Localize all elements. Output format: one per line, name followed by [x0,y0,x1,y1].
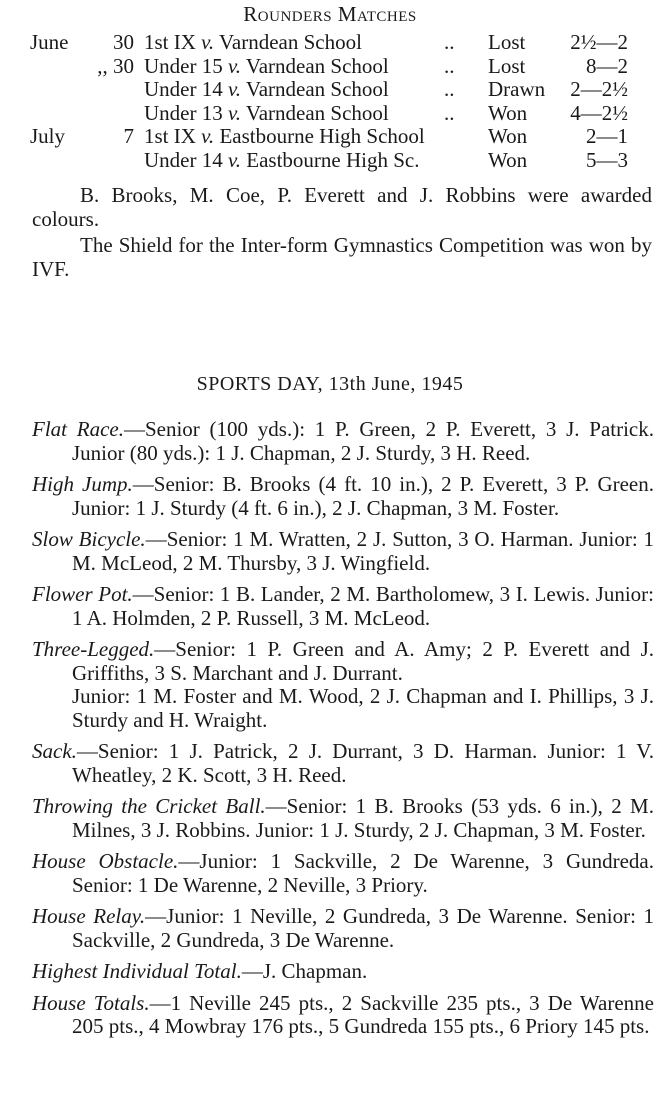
match-fixture: Under 13 v. Varndean School [144,100,389,125]
match-row [30,78,628,102]
match-fixture: 1st IX v. Eastbourne High School [144,124,425,148]
event-name: Throwing the Cricket Ball. [32,794,266,818]
event-name: Slow Bicycle. [32,527,146,551]
event-name: House Totals. [32,990,150,1015]
event-results: —Senior: B. Brooks (4 ft. 10 in.), 2 P. Everett, 3 P. Green. Junior: 1 J. Sturdy (4 ft. 6 in.), 2 J. Chapman, 3 M. Foster. [72,472,654,520]
match-date: June [30,30,69,54]
match-score: 5—3 [586,147,628,172]
match-leader-dots: .. [444,30,455,54]
match-row [30,55,628,79]
match-score: 2—2½ [570,77,628,101]
match-score: 2½—2 [570,30,628,54]
event-entry [32,992,654,1039]
event-results: —Senior: 1 P. Green and A. Amy; 2 P. Everett and J. Griffiths, 3 S. Marchant and J. Durrant. [72,637,654,685]
event-entry [32,740,654,787]
match-date [30,78,82,102]
event-entry [32,583,654,630]
match-result: Lost [488,53,526,78]
event-name: Flat Race. [32,417,124,441]
match-date [30,102,82,126]
match-row [30,149,628,173]
event-name: Highest Individual Total. [32,959,242,983]
event-entry [32,418,654,465]
event-results: —Senior: 1 M. Wratten, 2 J. Sutton, 3 O. Harman. Junior: 1 M. McLeod, 2 M. Thursby, 3 J. Wingfield. [72,527,654,575]
match-date: July [30,124,66,148]
event-results-junior: Junior: 1 M. Foster and M. Wood, 2 J. Chapman and I. Phillips, 3 J. Sturdy and H. Wraight. [72,684,654,732]
event-results: —1 Neville 245 pts., 2 Sackville 235 pts., 3 De Warenne 205 pts., 4 Mowbray 176 pts., 5 Gundreda 155 pts., 6 Priory 145 pts. [72,990,654,1038]
match-fixture: Under 15 v. Varndean School [144,53,389,78]
event-entry [32,528,654,575]
event-entry [32,905,654,952]
event-results: —J. Chapman. [241,959,368,983]
match-day [82,78,144,102]
match-day [82,102,144,126]
match-leader-dots: .. [444,53,455,78]
match-fixture: Under 14 v. Varndean School [144,77,389,101]
match-day: 30 [113,30,134,54]
rounders-heading: Rounders Matches [243,2,417,26]
event-name: Sack. [32,739,77,763]
event-results: —Senior: 1 B. Lander, 2 M. Bartholomew, 3 I. Lewis. Junior: 1 A. Holmden, 2 P. Russell, 3 M. McLeod. [72,582,654,630]
event-entry [32,850,654,897]
match-score: 4—2½ [570,100,628,125]
match-day [82,149,144,173]
sports-day-results [32,418,654,1047]
event-entry [32,960,654,984]
match-leader-dots: .. [444,100,455,125]
event-entry [32,638,654,732]
event-name: House Obstacle. [32,849,179,873]
event-name: Flower Pot. [32,582,133,606]
match-score: 2—1 [586,124,628,148]
match-day: 7 [123,124,134,148]
match-result: Won [488,100,528,125]
shield-note: The Shield for the Inter-form Gymnastics Competition was won by IVF. [32,233,652,281]
event-name: Three-Legged. [32,637,155,661]
event-entry [32,473,654,520]
match-row [30,31,628,55]
event-name: High Jump. [32,472,133,496]
match-score: 8—2 [586,53,628,78]
event-results: —Junior: 1 Sackville, 2 De Warenne, 3 Gundreda. Senior: 1 De Warenne, 2 Neville, 3 Priory. [72,849,655,897]
match-leader-dots [444,125,488,149]
match-result: Lost [488,30,526,54]
event-name: House Relay. [32,904,146,928]
event-entry [32,795,654,842]
rounders-results-table [30,31,628,172]
colours-note: B. Brooks, M. Coe, P. Everett and J. Robbins were awarded colours. [32,183,652,231]
match-result: Won [488,124,528,148]
match-date [30,55,82,79]
match-fixture: Under 14 v. Eastbourne High Sc. [144,147,420,172]
match-day: ,, 30 [97,53,134,78]
match-fixture: 1st IX v. Varndean School [144,30,362,54]
sports-day-heading: SPORTS DAY, 13th June, 1945 [196,373,464,395]
match-leader-dots [444,149,488,173]
match-result: Drawn [488,77,546,101]
event-results: —Senior: 1 J. Patrick, 2 J. Durrant, 3 D. Harman. Junior: 1 V. Wheatley, 2 K. Scott, 3 H. Reed. [72,739,654,787]
match-date [30,149,82,173]
event-results: —Senior: 1 B. Brooks (53 yds. 6 in.), 2 M. Milnes, 3 J. Robbins. Junior: 1 J. Sturdy, 2 J. Chapman, 3 M. Foster. [72,794,654,842]
match-result: Won [488,147,528,172]
match-leader-dots: .. [444,77,455,101]
match-row [30,125,628,149]
event-results: —Senior (100 yds.): 1 P. Green, 2 P. Everett, 3 J. Patrick. Junior (80 yds.): 1 J. Chapman, 2 J. Sturdy, 3 H. Reed. [72,417,654,465]
event-results: —Junior: 1 Neville, 2 Gundreda, 3 De Warenne. Senior: 1 Sackville, 2 Gundreda, 3 De Warenne. [72,904,655,952]
match-row [30,102,628,126]
